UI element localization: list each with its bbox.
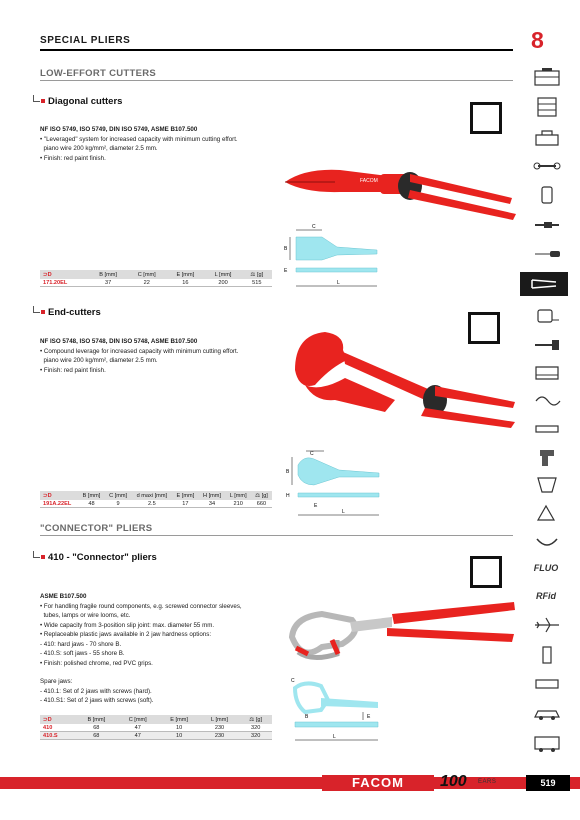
dim-label-b: B bbox=[305, 714, 309, 720]
sidebar-item-hammers[interactable] bbox=[530, 334, 564, 356]
table-cell: 16 bbox=[166, 279, 204, 287]
wrench-icon bbox=[532, 156, 562, 176]
product-title: Diagonal cutters bbox=[48, 96, 123, 107]
product-title: End-cutters bbox=[48, 307, 101, 318]
tool-kit-icon bbox=[532, 67, 562, 87]
ref-header-icon: ⊃D bbox=[40, 715, 76, 724]
workbench-icon bbox=[532, 674, 562, 694]
connector-pliers-image bbox=[282, 592, 520, 682]
dim-label-e: E bbox=[367, 714, 371, 720]
col-header: L [mm] bbox=[225, 491, 251, 500]
col-header: d maxi [mm] bbox=[132, 491, 173, 500]
feature-line: - 410.S: soft jaws - 55 shore B. bbox=[40, 650, 125, 657]
feature-line: - 410: hard jaws - 70 shore B. bbox=[40, 641, 122, 648]
sidebar-item-cutting[interactable] bbox=[530, 362, 564, 384]
sidebar-item-tool-boxes[interactable] bbox=[530, 126, 564, 148]
col-header: ⚖ [g] bbox=[251, 491, 272, 500]
hammer-icon bbox=[532, 335, 562, 355]
sidebar-item-extraction[interactable] bbox=[530, 474, 564, 496]
weight-icon: ⚖ bbox=[249, 716, 255, 723]
qr-code[interactable] bbox=[470, 556, 502, 588]
col-header: ⚖ [g] bbox=[242, 270, 272, 279]
sidebar-item-power-tools[interactable] bbox=[530, 446, 564, 468]
product-marker bbox=[41, 310, 45, 314]
brand-logo: FACOM bbox=[322, 775, 434, 791]
col-header: B [mm] bbox=[78, 491, 104, 500]
sidebar-item-tool-cabinets[interactable] bbox=[530, 96, 564, 118]
qr-code[interactable] bbox=[470, 102, 502, 134]
table-cell: 320 bbox=[239, 732, 272, 740]
header-rule bbox=[40, 49, 513, 51]
col-header: C [mm] bbox=[117, 715, 159, 724]
dim-label-l: L bbox=[342, 509, 345, 515]
diagonal-cutters-dimension-diagram bbox=[282, 222, 382, 292]
table-cell: 17 bbox=[172, 500, 198, 508]
col-header: H [mm] bbox=[199, 491, 226, 500]
dim-label-b: B bbox=[286, 469, 290, 475]
feature-line: piano wire 200 kg/mm², diameter 2.5 mm. bbox=[40, 357, 158, 364]
table-row bbox=[40, 724, 272, 732]
sidebar-item-trucks[interactable] bbox=[530, 732, 564, 754]
drill-icon bbox=[532, 446, 562, 468]
dim-label-l: L bbox=[333, 734, 336, 740]
sidebar-item-electrical[interactable] bbox=[530, 644, 564, 666]
table-row bbox=[40, 279, 272, 287]
file-tool-icon bbox=[532, 419, 562, 439]
clamp-icon bbox=[532, 531, 562, 551]
table-cell: 200 bbox=[205, 279, 242, 287]
spec-table bbox=[40, 491, 272, 508]
section-rule bbox=[40, 80, 513, 81]
ref-header-icon: ⊃D bbox=[40, 491, 78, 500]
sidebar-item-aviation[interactable] bbox=[530, 614, 564, 636]
sidebar-item-torque-tools[interactable] bbox=[530, 214, 564, 236]
torque-wrench-icon bbox=[532, 215, 562, 235]
saw-icon bbox=[532, 363, 562, 383]
spare-jaws-title: Spare jaws: bbox=[40, 678, 73, 685]
table-cell: 47 bbox=[117, 724, 159, 732]
product-ref: 191A.22EL bbox=[40, 500, 78, 508]
table-row bbox=[40, 732, 272, 740]
tool-box-icon bbox=[532, 127, 562, 147]
svg-text:FACOM: FACOM bbox=[360, 178, 378, 184]
spec-table bbox=[40, 270, 272, 287]
table-cell: 210 bbox=[225, 500, 251, 508]
table-cell: 9 bbox=[105, 500, 132, 508]
dim-label-c: C bbox=[310, 451, 314, 457]
product-standards: NF ISO 5749, ISO 5749, DIN ISO 5749, ASME B107.500 bbox=[40, 126, 198, 133]
dim-label-c: C bbox=[312, 224, 316, 230]
screwdriver-icon bbox=[532, 244, 562, 264]
feature-line: • Finish: polished chrome, red PVC grips. bbox=[40, 660, 153, 667]
dim-label-h: H bbox=[286, 493, 290, 499]
table-cell: 10 bbox=[159, 732, 200, 740]
product-title: 410 - "Connector" pliers bbox=[48, 552, 157, 563]
end-cutters-image bbox=[285, 330, 520, 445]
tape-measure-icon bbox=[532, 306, 562, 326]
sidebar-item-workbench[interactable] bbox=[530, 673, 564, 695]
anniversary-mark: 100 bbox=[440, 773, 467, 790]
sidebar-item-rfid[interactable]: RFid bbox=[536, 591, 556, 601]
puller-icon bbox=[532, 474, 562, 496]
product-bracket bbox=[33, 95, 40, 102]
col-header: E [mm] bbox=[159, 715, 200, 724]
product-ref: 410 bbox=[40, 724, 76, 732]
table-cell: 230 bbox=[200, 732, 240, 740]
section-title-low-effort: LOW-EFFORT CUTTERS bbox=[40, 68, 157, 79]
table-cell: 230 bbox=[200, 724, 240, 732]
col-header: ⚖ [g] bbox=[239, 715, 272, 724]
table-cell: 660 bbox=[251, 500, 272, 508]
electrical-icon bbox=[532, 644, 562, 666]
table-cell: 48 bbox=[78, 500, 104, 508]
feature-line: • Compound leverage for increased capacity with minimum cutting effort. bbox=[40, 348, 239, 355]
section-title-connector: "CONNECTOR" PLIERS bbox=[40, 523, 153, 534]
col-header: L [mm] bbox=[205, 270, 242, 279]
sidebar-item-sockets[interactable] bbox=[530, 184, 564, 206]
page-header-title: SPECIAL PLIERS bbox=[40, 35, 131, 46]
feature-line: • Finish: red paint finish. bbox=[40, 367, 106, 374]
table-cell: 320 bbox=[239, 724, 272, 732]
car-icon bbox=[532, 703, 562, 723]
dim-label-e: E bbox=[284, 268, 288, 274]
col-header: L [mm] bbox=[200, 715, 240, 724]
sidebar-item-measuring[interactable] bbox=[530, 305, 564, 327]
product-standards: ASME B107.500 bbox=[40, 593, 87, 600]
punch-icon bbox=[532, 391, 562, 411]
chapter-number: 8 bbox=[531, 27, 544, 53]
dim-label-e: E bbox=[314, 503, 318, 509]
product-standards: NF ISO 5748, ISO 5748, DIN ISO 5748, ASME B107.500 bbox=[40, 338, 198, 345]
sidebar-item-wrenches[interactable] bbox=[530, 155, 564, 177]
sidebar-item-pliers-active[interactable] bbox=[520, 272, 568, 296]
airplane-icon bbox=[532, 614, 562, 636]
feature-line: • Replaceable plastic jaws available in 2 jaw hardness options: bbox=[40, 631, 212, 638]
product-ref: 171.20EL bbox=[40, 279, 89, 287]
weight-icon: ⚖ bbox=[255, 492, 261, 499]
sidebar-item-automotive[interactable] bbox=[530, 702, 564, 724]
weight-icon: ⚖ bbox=[250, 271, 256, 278]
table-cell: 515 bbox=[242, 279, 272, 287]
spare-jaws-line: - 410.S1: Set of 2 jaws with screws (soft). bbox=[40, 697, 154, 704]
end-cutters-dimension-diagram bbox=[284, 445, 384, 520]
feature-line: • "Leveraged" system for increased capacity with minimum cutting effort. bbox=[40, 136, 238, 143]
product-bracket bbox=[33, 306, 40, 313]
product-bracket bbox=[33, 551, 40, 558]
table-cell: 68 bbox=[76, 724, 117, 732]
table-row bbox=[40, 500, 272, 508]
table-cell: 10 bbox=[159, 724, 200, 732]
spare-jaws-line: - 410.1: Set of 2 jaws with screws (hard). bbox=[40, 688, 152, 695]
table-cell: 2.5 bbox=[132, 500, 173, 508]
feature-line: • For handling fragile round components, e.g. screwed connector sleeves, bbox=[40, 603, 242, 610]
table-cell: 22 bbox=[127, 279, 166, 287]
sidebar-item-clamps[interactable] bbox=[530, 530, 564, 552]
product-ref: 410.S bbox=[40, 732, 76, 740]
sidebar-item-insulated[interactable] bbox=[530, 502, 564, 524]
sidebar-item-fluo[interactable]: FLUO bbox=[533, 563, 559, 573]
product-marker bbox=[41, 555, 45, 559]
col-header: C [mm] bbox=[105, 491, 132, 500]
page-number: 519 bbox=[526, 775, 570, 791]
feature-line: • Finish: red paint finish. bbox=[40, 155, 106, 162]
ref-header-icon: ⊃D bbox=[40, 270, 89, 279]
col-header: B [mm] bbox=[89, 270, 127, 279]
sidebar-item-tool-sets[interactable] bbox=[530, 66, 564, 88]
section-rule bbox=[40, 535, 513, 536]
diagonal-cutters-image bbox=[280, 160, 520, 230]
table-cell: 47 bbox=[117, 732, 159, 740]
tool-cabinet-icon bbox=[532, 96, 562, 118]
sidebar-item-files[interactable] bbox=[530, 418, 564, 440]
table-cell: 68 bbox=[76, 732, 117, 740]
socket-icon bbox=[532, 184, 562, 206]
dim-label-c: C bbox=[291, 678, 295, 684]
feature-line: tubes, lamps or wire looms, etc. bbox=[40, 612, 131, 619]
dim-label-b: B bbox=[284, 246, 288, 252]
col-header: E [mm] bbox=[172, 491, 198, 500]
insulated-tools-icon bbox=[532, 502, 562, 524]
product-marker bbox=[41, 99, 45, 103]
connector-pliers-dimension-diagram bbox=[283, 672, 383, 747]
col-header: C [mm] bbox=[127, 270, 166, 279]
spec-table bbox=[40, 715, 272, 740]
anniversary-years: EARS bbox=[478, 779, 497, 785]
van-icon bbox=[532, 732, 562, 754]
col-header: B [mm] bbox=[76, 715, 117, 724]
feature-line: • Wide capacity from 3-position slip joint: max. diameter 55 mm. bbox=[40, 622, 215, 629]
table-cell: 34 bbox=[199, 500, 226, 508]
dim-label-l: L bbox=[337, 280, 340, 286]
pliers-icon bbox=[520, 272, 568, 296]
sidebar-item-screwdrivers[interactable] bbox=[530, 243, 564, 265]
feature-line: piano wire 200 kg/mm², diameter 2.5 mm. bbox=[40, 145, 158, 152]
sidebar-item-punches[interactable] bbox=[530, 390, 564, 412]
col-header: E [mm] bbox=[166, 270, 204, 279]
table-cell: 37 bbox=[89, 279, 127, 287]
